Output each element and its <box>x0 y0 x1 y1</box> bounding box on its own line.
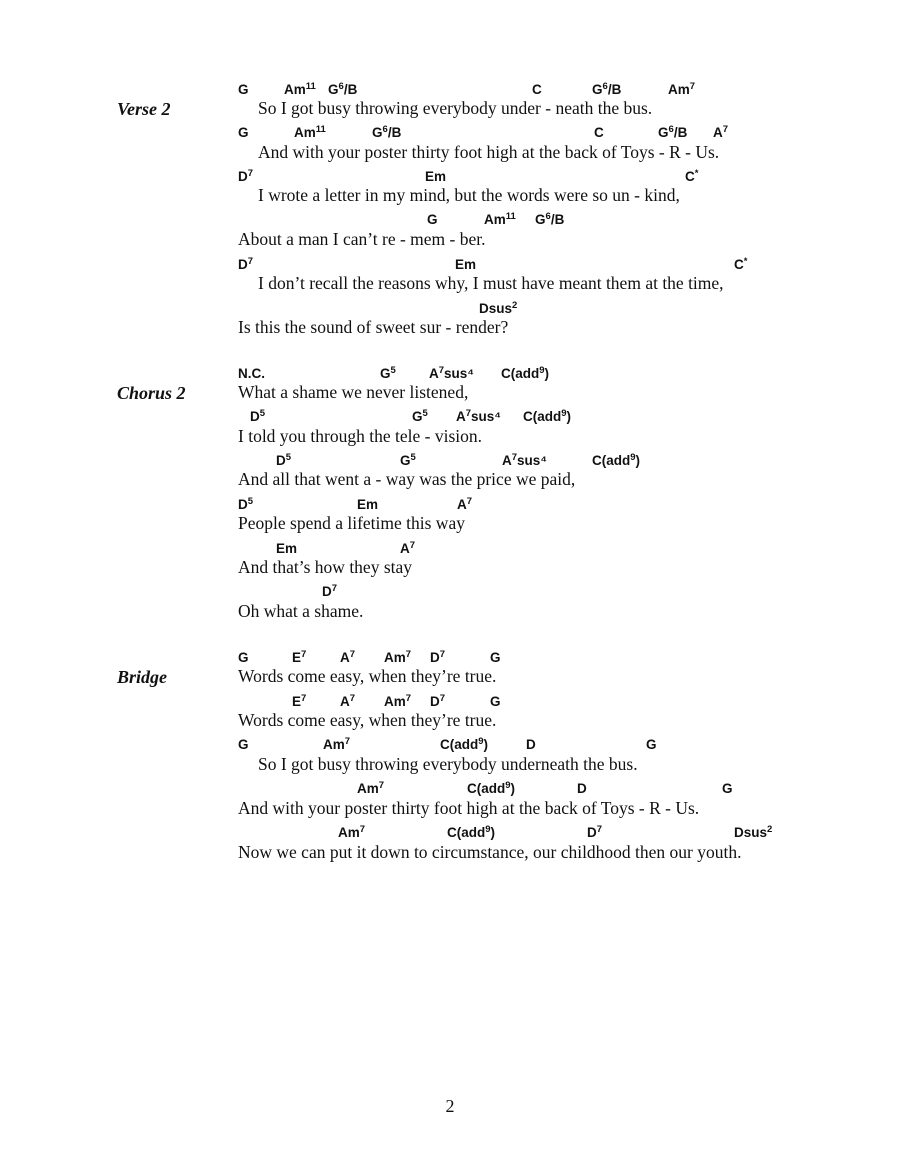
chord-symbol <box>340 695 355 709</box>
chord-root: D <box>322 584 332 599</box>
chord-symbol <box>238 170 253 184</box>
chord-root: C(add <box>447 825 486 840</box>
chord-symbol <box>430 651 445 665</box>
chord-symbol <box>322 585 337 599</box>
lyric-line: And with your poster thirty foot high at the back of Toys - R - Us. <box>258 142 720 162</box>
chord-extension: 5 <box>259 408 266 419</box>
chord-root: G <box>490 694 501 709</box>
chord-symbol <box>238 83 249 97</box>
lyric-line: And that’s how they stay <box>238 557 413 577</box>
chord-symbol <box>713 126 728 140</box>
chord-symbol <box>340 651 355 665</box>
chord-root: G <box>722 781 733 796</box>
chord-suffix: ) <box>510 781 516 796</box>
lyric-line: So I got busy throwing everybody underneath the bus. <box>258 754 638 774</box>
chord-root: G <box>427 212 438 227</box>
chord-symbol <box>429 367 474 381</box>
chord-suffix: /B <box>607 82 622 97</box>
chord-symbol <box>238 738 249 752</box>
chord-symbol <box>447 826 495 840</box>
chord-root: D <box>276 453 286 468</box>
chord-symbol <box>467 782 515 796</box>
chord-symbol <box>425 170 446 184</box>
chord-root: Am <box>284 82 306 97</box>
chord-extension: 7 <box>439 693 446 704</box>
chord-symbol <box>646 738 657 752</box>
chord-symbol <box>577 782 587 796</box>
chord-symbol <box>284 83 316 97</box>
lyric-line: Now we can put it down to circumstance, our childhood then our youth. <box>238 842 742 862</box>
chord-symbol <box>276 454 291 468</box>
chord-root: G <box>238 82 249 97</box>
chord-symbol <box>592 454 640 468</box>
chord-extension: 5 <box>285 452 292 463</box>
chord-symbol <box>276 542 297 556</box>
chord-root: D <box>587 825 597 840</box>
chord-symbol <box>384 695 411 709</box>
chord-extension: 7 <box>465 408 472 419</box>
chord-symbol <box>457 498 472 512</box>
chord-root: Em <box>425 169 447 184</box>
chord-symbol <box>502 454 547 468</box>
chord-extension: 7 <box>409 540 416 551</box>
chord-extension: 6 <box>602 81 608 92</box>
chord-root: C(add <box>592 453 631 468</box>
chord-symbol <box>380 367 396 381</box>
chord-extension: 6 <box>545 211 551 222</box>
chord-symbol <box>430 695 445 709</box>
chord-symbol <box>523 410 571 424</box>
chord-extension: 7 <box>438 365 445 376</box>
lyric-line: Is this the sound of sweet sur - render? <box>238 317 509 337</box>
chord-symbol <box>357 782 384 796</box>
chord-extension: 11 <box>505 211 516 222</box>
chord-symbol <box>592 83 621 97</box>
chord-symbol <box>479 302 517 316</box>
chord-suffix: ) <box>483 737 489 752</box>
chord-root: C <box>734 257 744 272</box>
chord-suffix: ) <box>566 409 572 424</box>
chord-root: A <box>340 650 350 665</box>
chord-root: A <box>400 541 410 556</box>
chord-root: A <box>429 366 439 381</box>
chord-extension: 7 <box>301 693 307 704</box>
section-label-bridge: Bridge <box>117 667 168 687</box>
chord-symbol <box>594 126 604 140</box>
chord-symbol <box>490 651 501 665</box>
chord-symbol <box>668 83 695 97</box>
chord-root: G <box>238 650 249 665</box>
lyric-line: People spend a lifetime this way <box>238 513 465 533</box>
chord-extension: 6 <box>382 124 388 135</box>
chord-root: Dsus <box>734 825 768 840</box>
chord-root: G <box>400 453 411 468</box>
chord-extension: 11 <box>305 81 316 92</box>
chord-root: D <box>526 737 536 752</box>
chord-root: D <box>250 409 260 424</box>
chord-root: G <box>490 650 501 665</box>
chord-symbol <box>292 651 306 665</box>
chord-extension: 7 <box>378 780 385 791</box>
chord-extension: 9 <box>485 824 491 835</box>
chord-suffix: sus⁴ <box>471 409 501 424</box>
chord-symbol <box>456 410 501 424</box>
chord-symbol <box>658 126 687 140</box>
chord-extension: 7 <box>247 168 254 179</box>
chord-extension: 9 <box>478 736 484 747</box>
chord-root: G <box>238 125 249 140</box>
chord-root: G <box>658 125 669 140</box>
chord-symbol <box>532 83 542 97</box>
chord-extension: 7 <box>247 256 254 267</box>
chord-root: C(add <box>501 366 540 381</box>
lyric-line: I wrote a letter in my mind, but the words were so un - kind, <box>258 185 680 205</box>
chord-extension: 7 <box>405 649 412 660</box>
chord-root: D <box>238 169 248 184</box>
chord-root: Am <box>323 737 345 752</box>
chord-extension: 2 <box>512 300 518 311</box>
chord-symbol <box>292 695 306 709</box>
lyric-line: I told you through the tele - vision. <box>238 426 482 446</box>
chord-extension: * <box>694 168 699 179</box>
chord-extension: 7 <box>466 496 473 507</box>
chord-root: Em <box>455 257 477 272</box>
chord-symbol <box>412 410 428 424</box>
chord-root: G <box>535 212 546 227</box>
lyric-line: So I got busy throwing everybody under - neath the bus. <box>258 98 653 118</box>
lyric-line: I don’t recall the reasons why, I must have meant them at the time, <box>258 273 724 293</box>
lyric-line: Words come easy, when they’re true. <box>238 666 497 686</box>
chord-root: Em <box>276 541 298 556</box>
chord-extension: 9 <box>561 408 567 419</box>
chord-symbol <box>490 695 501 709</box>
chord-extension: 6 <box>338 81 344 92</box>
chord-extension: * <box>743 256 748 267</box>
chord-root: A <box>502 453 512 468</box>
chord-extension: 7 <box>301 649 307 660</box>
chord-extension: 11 <box>315 124 326 135</box>
chord-symbol <box>734 258 747 272</box>
section-label-chorus-2: Chorus 2 <box>117 383 186 403</box>
chord-suffix: ) <box>544 366 550 381</box>
chord-extension: 7 <box>689 81 696 92</box>
chord-root: A <box>340 694 350 709</box>
lyric-line: And with your poster thirty foot high at the back of Toys - R - Us. <box>238 798 700 818</box>
chord-root: Am <box>384 650 406 665</box>
chord-suffix: /B <box>387 125 402 140</box>
chord-symbol <box>440 738 488 752</box>
chord-root: Am <box>668 82 690 97</box>
chord-symbol <box>427 213 438 227</box>
chord-root: C(add <box>440 737 479 752</box>
chord-root: E <box>292 694 302 709</box>
chord-root: Am <box>338 825 360 840</box>
chord-symbol <box>722 782 733 796</box>
chord-symbol <box>400 454 416 468</box>
chord-root: G <box>328 82 339 97</box>
chord-root: C <box>532 82 542 97</box>
chord-extension: 7 <box>331 583 338 594</box>
chord-symbol <box>535 213 564 227</box>
chord-symbol <box>501 367 549 381</box>
chord-root: G <box>646 737 657 752</box>
chord-extension: 7 <box>344 736 351 747</box>
lyric-line: And all that went a - way was the price we paid, <box>238 469 576 489</box>
chord-root: Dsus <box>479 301 513 316</box>
chord-root: A <box>456 409 466 424</box>
chord-root: A <box>713 125 723 140</box>
chord-root: C(add <box>523 409 562 424</box>
chord-root: G <box>412 409 423 424</box>
chord-symbol <box>734 826 772 840</box>
chord-root: D <box>577 781 587 796</box>
chord-symbol <box>238 258 253 272</box>
chord-suffix: ) <box>490 825 496 840</box>
chord-extension: 7 <box>349 693 356 704</box>
chord-symbol <box>526 738 536 752</box>
chord-symbol <box>338 826 365 840</box>
chord-extension: 5 <box>422 408 428 419</box>
chord-extension: 7 <box>349 649 356 660</box>
chord-row <box>0 542 900 562</box>
chord-extension: 2 <box>767 824 773 835</box>
chord-root: C <box>594 125 604 140</box>
chord-suffix: sus⁴ <box>517 453 547 468</box>
chord-extension: 5 <box>390 365 396 376</box>
chord-symbol <box>357 498 378 512</box>
chord-symbol <box>238 126 249 140</box>
chord-extension: 5 <box>410 452 416 463</box>
lyric-line: What a shame we never listened, <box>238 382 469 402</box>
chord-root: C <box>685 169 695 184</box>
chord-symbol <box>484 213 516 227</box>
chord-symbol <box>455 258 476 272</box>
chord-root: Am <box>384 694 406 709</box>
chord-root: N.C. <box>238 366 265 381</box>
lyric-line: Words come easy, when they’re true. <box>238 710 497 730</box>
chord-symbol <box>384 651 411 665</box>
chord-extension: 7 <box>439 649 446 660</box>
chord-extension: 7 <box>359 824 366 835</box>
chord-symbol <box>238 651 249 665</box>
chord-extension: 6 <box>668 124 674 135</box>
chord-symbol <box>372 126 401 140</box>
section-label-verse-2: Verse 2 <box>117 99 171 119</box>
chord-root: D <box>238 497 248 512</box>
chord-root: G <box>238 737 249 752</box>
page-number: 2 <box>445 1096 455 1116</box>
chord-symbol <box>323 738 350 752</box>
chord-root: Am <box>294 125 316 140</box>
chord-root: D <box>430 650 440 665</box>
chord-extension: 5 <box>247 496 254 507</box>
chord-symbol <box>400 542 415 556</box>
chord-symbol <box>238 367 265 381</box>
chord-symbol <box>238 498 253 512</box>
chord-root: G <box>380 366 391 381</box>
chord-row <box>0 585 900 605</box>
chord-root: A <box>457 497 467 512</box>
chord-suffix: /B <box>343 82 358 97</box>
chord-root: C(add <box>467 781 506 796</box>
chord-extension: 9 <box>630 452 636 463</box>
chord-root: D <box>238 257 248 272</box>
chord-extension: 9 <box>539 365 545 376</box>
chord-root: Em <box>357 497 379 512</box>
lyric-line: About a man I can’t re - mem - ber. <box>238 229 486 249</box>
chord-symbol <box>294 126 326 140</box>
chord-symbol <box>328 83 357 97</box>
chord-suffix: /B <box>550 212 565 227</box>
chord-symbol <box>685 170 698 184</box>
chord-root: D <box>430 694 440 709</box>
chord-extension: 7 <box>596 824 603 835</box>
chord-extension: 7 <box>405 693 412 704</box>
chord-suffix: ) <box>635 453 641 468</box>
chord-extension: 7 <box>722 124 729 135</box>
chord-root: G <box>372 125 383 140</box>
chord-root: Am <box>484 212 506 227</box>
chord-suffix: /B <box>673 125 688 140</box>
chord-root: G <box>592 82 603 97</box>
lyric-line: Oh what a shame. <box>238 601 364 621</box>
chord-root: Am <box>357 781 379 796</box>
chord-suffix: sus⁴ <box>444 366 474 381</box>
chord-extension: 9 <box>505 780 511 791</box>
chord-symbol <box>250 410 265 424</box>
chord-root: E <box>292 650 302 665</box>
chord-symbol <box>587 826 602 840</box>
chord-extension: 7 <box>511 452 518 463</box>
